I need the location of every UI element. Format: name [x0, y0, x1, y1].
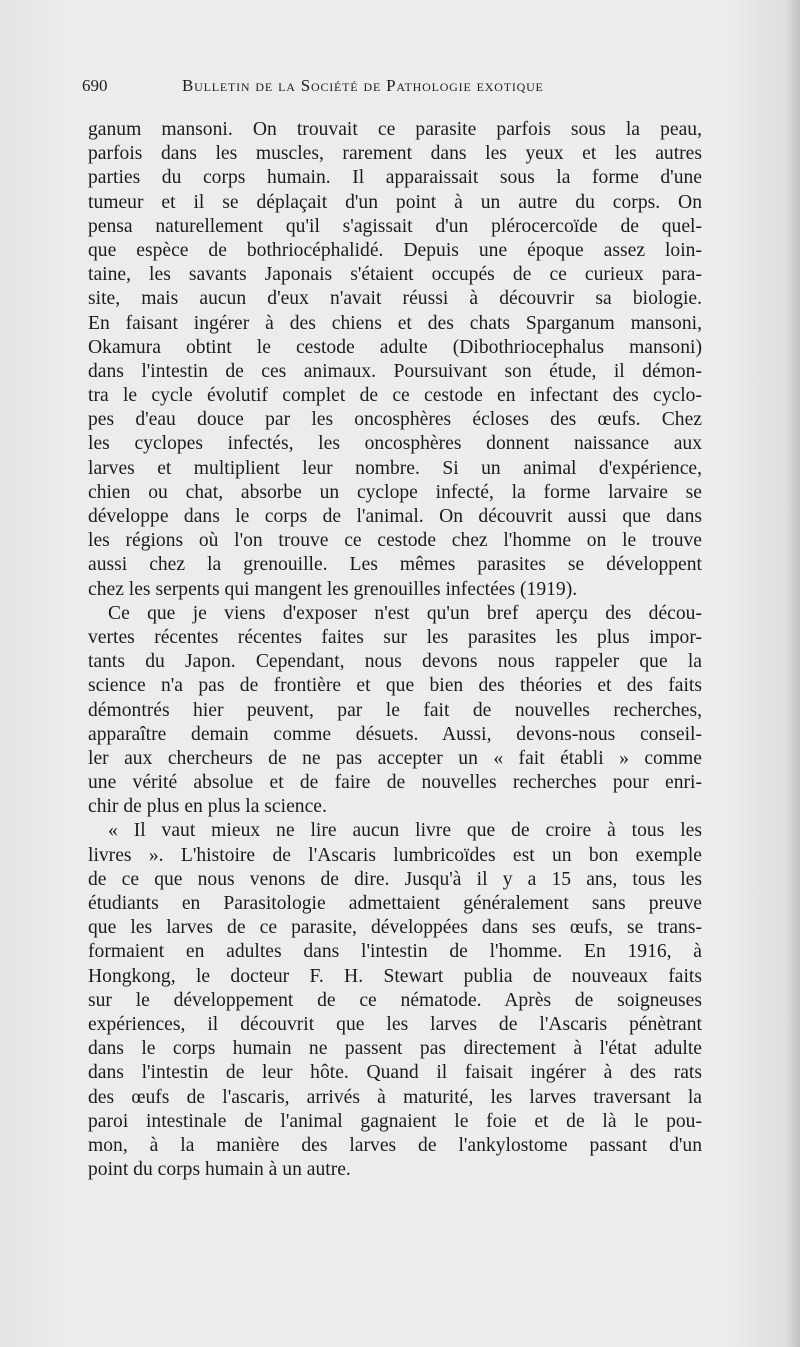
text-line: développe dans le corps de l'animal. On découvrit aussi que dans [88, 506, 702, 527]
text-line: une vérité absolue et de faire de nouvelles recherches pour enri- [88, 772, 702, 794]
text-line: étudiants en Parasitologie admettaient généralement sans preuve [88, 893, 702, 914]
text-line: aussi chez la grenouille. Les mêmes parasites se développent [88, 554, 702, 576]
text-line: dans le corps humain ne passent pas directement à l'état adulte [88, 1038, 702, 1060]
text-line: mon, à la manière des larves de l'ankylostome passant d'un [88, 1134, 702, 1156]
text-line: apparaître demain comme désuets. Aussi, devons-nous conseil- [88, 723, 702, 745]
text-line: des œufs de l'ascaris, arrivés à maturité, les larves traversant la [88, 1086, 702, 1108]
text-line: pes d'eau douce par les oncosphères écloses des œufs. Chez [88, 409, 702, 431]
text-line: chien ou chat, absorbe un cyclope infecté, la forme larvaire se [88, 481, 702, 503]
text-line: « Il vaut mieux ne lire aucun livre que de croire à tous les [108, 820, 702, 842]
page-number: 690 [82, 76, 108, 95]
text-line: point du corps humain à un autre. [88, 1159, 351, 1181]
text-line: parties du corps humain. Il apparaissait sous la forme d'une [88, 167, 702, 189]
text-line: de ce que nous venons de dire. Jusqu'à il y a 15 ans, tous les [88, 868, 702, 890]
text-line: ganum mansoni. On trouvait ce parasite parfois sous la peau, [88, 119, 702, 140]
text-line: chez les serpents qui mangent les grenouilles infectées (1919). [88, 578, 578, 600]
text-line: paroi intestinale de l'animal gagnaient le foie et de là le pou- [88, 1110, 702, 1132]
page-edge-shadow [786, 0, 800, 1347]
text-line: pensa naturellement qu'il s'agissait d'un plérocercoïde de quel- [88, 215, 702, 237]
text-line: ler aux chercheurs de ne pas accepter un « fait établi » comme [88, 747, 702, 769]
text-line: taine, les savants Japonais s'étaient occupés de ce curieux para- [88, 264, 702, 286]
text-line: que les larves de ce parasite, développées dans ses œufs, se trans- [88, 917, 702, 939]
text-line: formaient en adultes dans l'intestin de l'homme. En 1916, à [88, 941, 702, 963]
text-line: les régions où l'on trouve ce cestode chez l'homme on le trouve [88, 530, 702, 552]
running-header [82, 76, 712, 100]
text-line: que espèce de bothriocéphalidé. Depuis une époque assez loin- [88, 239, 702, 261]
text-line: livres ». L'histoire de l'Ascaris lumbricoïdes est un bon exemple [88, 844, 702, 866]
text-line: sur le développement de ce nématode. Après de soigneuses [88, 989, 702, 1011]
text-line: vertes récentes récentes faites sur les parasites les plus impor- [88, 626, 702, 648]
text-line: démontrés hier peuvent, par le fait de nouvelles recherches, [88, 699, 702, 721]
text-line: Hongkong, le docteur F. H. Stewart publia de nouveaux faits [88, 965, 702, 987]
text-line: chir de plus en plus la science. [88, 796, 327, 818]
text-line: larves et multiplient leur nombre. Si un animal d'expérience, [88, 457, 702, 479]
text-line: dans l'intestin de leur hôte. Quand il faisait ingérer à des rats [88, 1062, 702, 1084]
text-line: En faisant ingérer à des chiens et des chats Sparganum mansoni, [88, 312, 702, 334]
body-text [88, 118, 702, 1182]
text-line: Okamura obtint le cestode adulte (Dibothriocephalus mansoni) [88, 336, 702, 358]
text-line: tants du Japon. Cependant, nous devons nous rappeler que la [88, 651, 702, 673]
text-line: parfois dans les muscles, rarement dans les yeux et les autres [88, 143, 702, 165]
text-line: dans l'intestin de ces animaux. Poursuivant son étude, il démon- [88, 360, 702, 382]
text-line: science n'a pas de frontière et que bien des théories et des faits [88, 675, 702, 697]
text-line: site, mais aucun d'eux n'avait réussi à découvrir sa biologie. [88, 288, 702, 310]
running-title: Bulletin de la Société de Pathologie exotique [182, 76, 544, 95]
text-line: les cyclopes infectés, les oncosphères donnent naissance aux [88, 433, 702, 455]
text-line: expériences, il découvrit que les larves de l'Ascaris pénètrant [88, 1013, 702, 1035]
text-line: tumeur et il se déplaçait d'un point à un autre du corps. On [88, 191, 702, 213]
text-line: tra le cycle évolutif complet de ce cestode en infectant des cyclo- [88, 385, 702, 407]
text-line: Ce que je viens d'exposer n'est qu'un bref aperçu des décou- [108, 602, 702, 624]
